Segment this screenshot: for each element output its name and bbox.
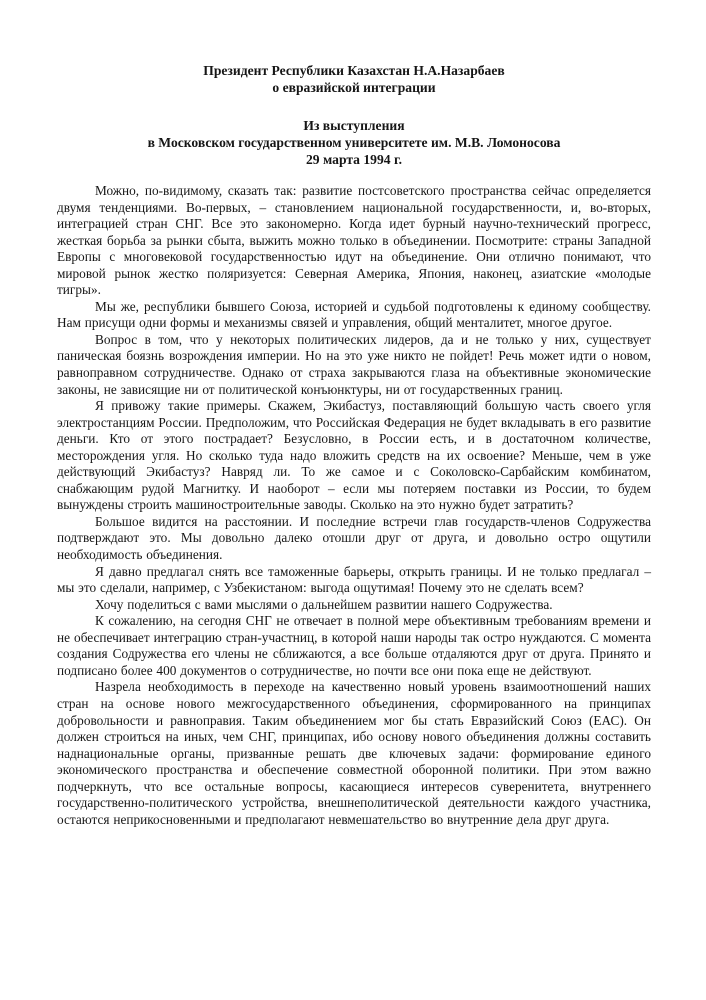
paragraph: Можно, по-видимому, сказать так: развитие постсоветского пространства сейчас определяется двумя тенденциями. Во-первых, – становлением национальной государственности, и, во-вторых, интеграцией стран СНГ. Все это закономерно. Когда идет бурный научно-технический прогресс, жесткая борьба за рынки сбыта, выжить можно только в объединении. Посмотрите: страны Западной Европы с многовековой государственностью идут на объединение. Они отлично понимают, что мировой рынок жестко поляризуется: Северная Америка, Япония, наконец, азиатские «молодые тигры». bbox=[57, 183, 651, 298]
paragraph: Мы же, республики бывшего Союза, историей и судьбой подготовлены к единому сообществу. Нам присущи одни формы и механизмы связей и управления, общий менталитет, многое другое. bbox=[57, 298, 651, 331]
paragraph: Большое видится на расстоянии. И последние встречи глав государств-членов Содружества подтверждают это. Мы довольно далеко отошли друг от друга, и довольно остро ощутили необходимость объединения. bbox=[57, 513, 651, 563]
paragraph: К сожалению, на сегодня СНГ не отвечает в полной мере объективным требованиям времени и не обеспечивает интеграцию стран-участниц, в которой наши народы так остро нуждаются. С момента создания Содружества его члены не сближаются, а все больше отдаляются друг от друга. Принято и подписано более 400 документов о сотрудничестве, но почти все они пока еще не действуют. bbox=[57, 613, 651, 678]
paragraph: Я давно предлагал снять все таможенные барьеры, открыть границы. И не только предлагал – мы это сделали, например, с Узбекистаном: выгода ощутимая! Почему это не сделать всем? bbox=[57, 563, 651, 596]
title-line-2: о евразийской интеграции bbox=[272, 80, 436, 95]
paragraph: Вопрос в том, что у некоторых политических лидеров, да и не только у них, существует паническая боязнь возрождения империи. Но на это уже никто не пойдет! Речь может идти о новом, равноправном сотрудничестве. Однако от страха закрываются глаза на объективные экономические законы, не зависящие ни от политической конъюнктуры, ни от государственных границ. bbox=[57, 331, 651, 397]
document-subtitle bbox=[57, 117, 651, 168]
subtitle-line-3: 29 марта 1994 г. bbox=[306, 152, 402, 167]
title-line-1: Президент Республики Казахстан Н.А.Назарбаев bbox=[203, 63, 505, 78]
paragraph: Хочу поделиться с вами мыслями о дальнейшем развитии нашего Содружества. bbox=[95, 596, 553, 612]
subtitle-line-2: в Московском государственном университете им. М.В. Ломоносова bbox=[147, 135, 561, 150]
document-body bbox=[57, 183, 651, 828]
subtitle-line-1: Из выступления bbox=[303, 118, 405, 133]
paragraph: Я привожу такие примеры. Скажем, Экибастуз, поставляющий большую часть своего угля электростанциям России. Предположим, что Российская Федерация не будет вкладывать в его развитие деньги. Кто от этого пострадает? Безусловно, в России есть, и в достаточном количестве, месторождения угля. Но сколько туда надо вложить средств на их освоение? Меньше, чем в уже действующий Экибастуз? Навряд ли. То же самое и с Соколовско-Сарбайским комбинатом, снабжающим рудой Магнитку. И наоборот – если мы потеряем поставки из России, то будем вынуждены строить машиностроительные заводы. Сколько на это нужно будет затратить? bbox=[57, 398, 651, 513]
paragraph: Назрела необходимость в переходе на качественно новый уровень взаимоотношений наших стран на основе нового межгосударственного объединения, сформированного на принципах добровольности и равноправия. Таким объединением мог бы стать Евразийский Союз (ЕАС). Он должен строиться на иных, чем СНГ, принципах, ибо основу нового объединения должны составить наднациональные органы, призванные решать две ключевых задачи: формирование единого экономического пространства и обеспечение совместной оборонной политики. При этом важно подчеркнуть, что все остальные вопросы, касающиеся интересов суверенитета, внутреннего государственно-политического устройства, внешнеполитической деятельности каждого участника, остаются неприкосновенными и предполагают невмешательство во внутренние дела друг друга. bbox=[57, 679, 651, 827]
document-title bbox=[57, 62, 651, 96]
